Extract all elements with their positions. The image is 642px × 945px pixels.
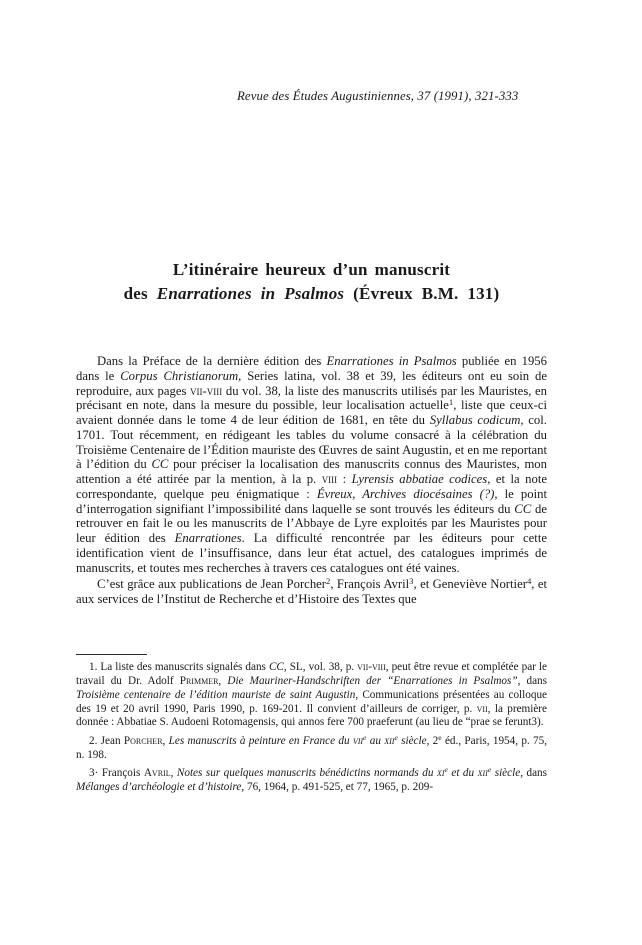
body-paragraph-1: Dans la Préface de la dernière édition des Enarrationes in Psalmos publiée en 1956 dans le Corpus Christianorum, Series latina, vol. 38 et 39, les éditeurs ont eu soin de reproduire, aux pages vii-viii du vol. 38, la liste des manuscrits utilisés par les Mauristes, en précisant en note, dans la mesure du possible, leur localisation actuelle$^1$, liste que ceux-ci avaient donnée dans le tome 4 de leur édition de 1681, en tête du Syllabus codicum, col. 1701. Tout récemment, en rédigeant les tables du volume consacré à la célébration du Troisième Centenaire de l’Édition mauriste des Œuvres de saint Augustin, et en me reportant à l’édition du CC pour préciser la localisation des manuscrits connus des Mauristes, mon attention a été attirée par la mention, à la p. viii : Lyrensis abbatiae codices, et la note correspondante, quelque peu énigmatique : Évreux, Archives diocésaines (?), le point d’interrogation signifiant l’impossibilité dans laquelle se sont trouvés les éditeurs du CC de retrouver en fait le ou les manuscrits de l’Abbaye de Lyre exploités par les Mauristes pour leur édition des Enarrationes. La difficulté rencontrée par les éditeurs pour cette identification vient de l’insuffisance, dans leur état actuel, des catalogues imprimés de manuscrits, et toutes mes recherches à travers ces catalogues ont été vaines.	[76, 354, 548, 575]
title-line-1: L’itinéraire heureux d’un manuscrit	[172, 260, 451, 279]
article-title	[76, 258, 547, 305]
body-paragraph-2: C’est grâce aux publications de Jean Porcher$^2$, François Avril$^3$, et Geneviève Nortier$^4$, et aux services de l’Institut de Recherche et d’Histoire des Textes que	[76, 576, 547, 606]
footnote-1: 1. La liste des manuscrits signalés dans CC, SL, vol. 38, p. vii-viii, peut être revue et complétée par le travail du Dr. Adolf Primmer, Die Mauriner-Handschriften der “Enarrationes in Psalmos”, dans Troisième centenaire de l’édition mauriste de saint Augustin, Communications présentées au colloque des 19 et 20 avril 1990, Paris 1990, p. 169-201. Il convient d’ailleurs de corriger, p. vii, la première donnée : Abbatiae S. Audoeni Rotomagensis, qui annos fere 700 praeferunt (au lieu de “prae se ferunt3).	[76, 661, 548, 729]
footnote-separator	[76, 654, 147, 655]
footnote-3: 3· François Avril, Notes sur quelques manuscrits bénédictins normands du $xi^e$ et du xii$^e$ siècle, dans Mélanges d’archéologie et d’histoire, 76, 1964, p. 491-525, et 77, 1965, p. 209-	[76, 765, 547, 793]
article-body	[76, 354, 547, 607]
footnotes-section	[76, 661, 547, 799]
footnote-2: 2. Jean Porcher, Les manuscrits à peinture en France du vii$^e$ au xii$^e$ siècle, 2e éd., Paris, 1954, p. 75, n. 198.	[76, 733, 548, 761]
running-head: Revue des Études Augustiniennes, 37 (1991), 321-333	[237, 89, 519, 103]
title-line-2: des Enarrationes in Psalmos (Évreux B.M. 131)	[123, 283, 500, 303]
